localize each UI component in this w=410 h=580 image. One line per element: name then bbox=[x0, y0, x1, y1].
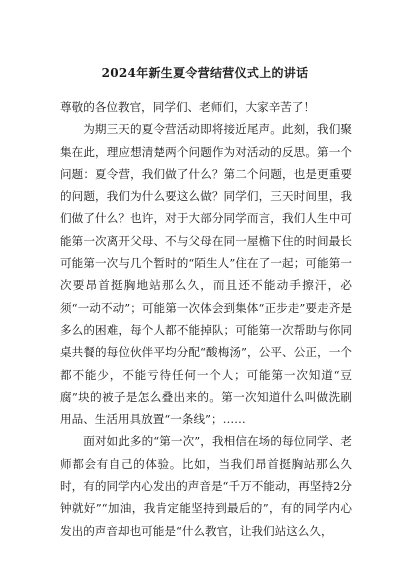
document-body bbox=[60, 96, 352, 542]
document-title: 2024年新生夏令营结营仪式上的讲话 bbox=[101, 66, 309, 80]
paragraph-1: 为期三天的夏令营活动即将接近尾声。此刻，我们聚集在此，理应想清楚两个问题作为对活动的反思。第一个问题：夏令营，我们做了什么？第二个问题，也是更重要的问题，我们为什么要这么做？同学们，三天时间里，我们做了什么？也许，对于大部分同学而言，我们人生中可能第一次离开父母、不与父母在同一屋檐下住的时间最长可能第一次与几个暂时的“陌生人”住在了一起；可能第一次要昂首挺胸地站那么久，而且还不能动手擦汗，必须“一动不动”；可能第一次体会到集体“正步走”要走齐是多么的困难，每个人都不能掉队；可能第一次帮助与你同桌共餐的每位伙伴平均分配“酸梅汤”，公平、公正，一个都不能少，不能亏待任何一个人；可能第一次知道“豆腐”块的被子是怎么叠出来的。第一次知道什么叫做洗刷用品、生活用具放置“一条线”；…… bbox=[60, 122, 352, 427]
paragraph-2: 面对如此多的“第一次”，我相信在场的每位同学、老师都会有自己的体验。比如，当我们昂首挺胸站那么久时，有的同学内心发出的声音是“千万不能动，再坚持2分钟就好”“加油，我肯定能坚持到最后的”，有的同学内心发出的声音却也可能是“什么教官，让我们站这么久， bbox=[60, 434, 352, 538]
salutation-line: 尊敬的各位教官，同学们、老师们，大家辛苦了！ bbox=[60, 100, 316, 114]
